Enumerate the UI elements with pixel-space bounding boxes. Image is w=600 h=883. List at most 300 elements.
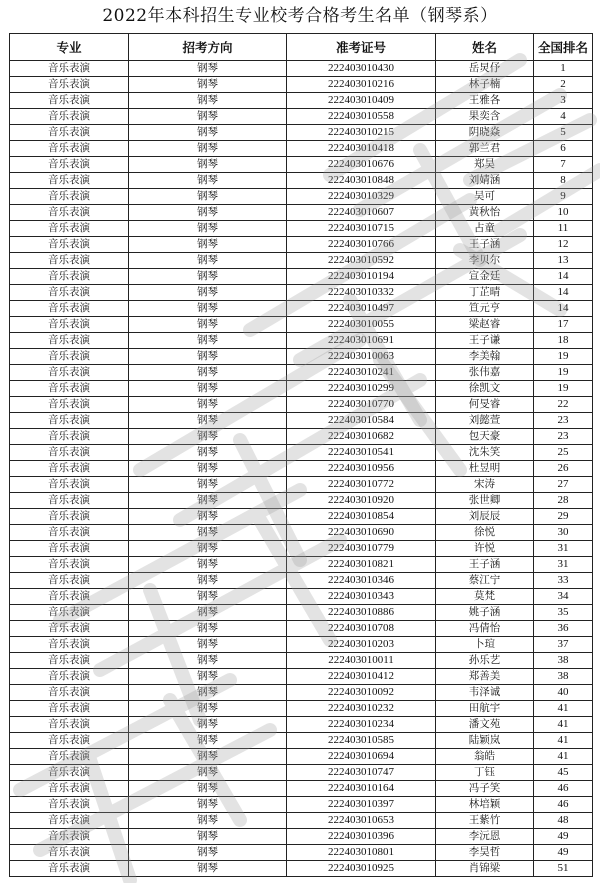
candidate-table [9, 33, 593, 877]
table-row [10, 285, 593, 301]
cell-name: 张世卿 [436, 493, 534, 509]
table-row [10, 253, 593, 269]
cell-direction: 钢琴 [129, 685, 287, 701]
cell-major: 音乐表演 [10, 205, 129, 221]
cell-direction: 钢琴 [129, 157, 287, 173]
cell-name: 翁皓 [436, 749, 534, 765]
cell-exam-id: 222403010925 [287, 861, 436, 877]
cell-major: 音乐表演 [10, 541, 129, 557]
column-header-name: 姓名 [436, 34, 534, 61]
cell-major: 音乐表演 [10, 61, 129, 77]
table-row [10, 541, 593, 557]
cell-name: 张伟嘉 [436, 365, 534, 381]
cell-major: 音乐表演 [10, 349, 129, 365]
cell-name: 占童 [436, 221, 534, 237]
cell-name: 郭兰君 [436, 141, 534, 157]
cell-name: 笪元亨 [436, 301, 534, 317]
cell-major: 音乐表演 [10, 269, 129, 285]
cell-name: 李昊哲 [436, 845, 534, 861]
cell-rank: 38 [534, 669, 593, 685]
cell-major: 音乐表演 [10, 445, 129, 461]
cell-exam-id: 222403010234 [287, 717, 436, 733]
cell-exam-id: 222403010690 [287, 525, 436, 541]
cell-direction: 钢琴 [129, 253, 287, 269]
cell-major: 音乐表演 [10, 829, 129, 845]
cell-rank: 41 [534, 717, 593, 733]
cell-major: 音乐表演 [10, 749, 129, 765]
cell-direction: 钢琴 [129, 77, 287, 93]
cell-rank: 17 [534, 317, 593, 333]
table-row [10, 685, 593, 701]
cell-direction: 钢琴 [129, 829, 287, 845]
table-row [10, 365, 593, 381]
table-row [10, 349, 593, 365]
cell-exam-id: 222403010497 [287, 301, 436, 317]
table-row [10, 733, 593, 749]
cell-rank: 8 [534, 173, 593, 189]
cell-name: 王子涵 [436, 557, 534, 573]
cell-direction: 钢琴 [129, 765, 287, 781]
cell-name: 许悦 [436, 541, 534, 557]
cell-direction: 钢琴 [129, 861, 287, 877]
cell-direction: 钢琴 [129, 557, 287, 573]
cell-rank: 31 [534, 557, 593, 573]
page-title: 2022年本科招生专业校考合格考生名单（钢琴系） [102, 6, 498, 26]
cell-direction: 钢琴 [129, 813, 287, 829]
cell-name: 莫梵 [436, 589, 534, 605]
cell-major: 音乐表演 [10, 93, 129, 109]
cell-exam-id: 222403010592 [287, 253, 436, 269]
cell-name: 杜昱明 [436, 461, 534, 477]
cell-rank: 23 [534, 413, 593, 429]
cell-name: 林培颖 [436, 797, 534, 813]
table-row [10, 141, 593, 157]
cell-direction: 钢琴 [129, 125, 287, 141]
cell-rank: 14 [534, 285, 593, 301]
table-row [10, 509, 593, 525]
cell-exam-id: 222403010801 [287, 845, 436, 861]
cell-major: 音乐表演 [10, 397, 129, 413]
table-row [10, 173, 593, 189]
cell-direction: 钢琴 [129, 797, 287, 813]
cell-major: 音乐表演 [10, 685, 129, 701]
cell-major: 音乐表演 [10, 189, 129, 205]
cell-exam-id: 222403010203 [287, 637, 436, 653]
cell-rank: 29 [534, 509, 593, 525]
table-row [10, 109, 593, 125]
cell-direction: 钢琴 [129, 381, 287, 397]
table-row [10, 525, 593, 541]
table-row [10, 477, 593, 493]
cell-name: 吴可 [436, 189, 534, 205]
cell-rank: 22 [534, 397, 593, 413]
cell-name: 郑善美 [436, 669, 534, 685]
table-row [10, 445, 593, 461]
cell-exam-id: 222403010092 [287, 685, 436, 701]
cell-direction: 钢琴 [129, 509, 287, 525]
cell-rank: 28 [534, 493, 593, 509]
cell-exam-id: 222403010164 [287, 781, 436, 797]
table-row [10, 765, 593, 781]
cell-exam-id: 222403010430 [287, 61, 436, 77]
table-body [10, 61, 593, 877]
table-row [10, 237, 593, 253]
cell-rank: 41 [534, 701, 593, 717]
cell-exam-id: 222403010215 [287, 125, 436, 141]
table-row [10, 317, 593, 333]
cell-rank: 48 [534, 813, 593, 829]
cell-exam-id: 222403010332 [287, 285, 436, 301]
cell-rank: 33 [534, 573, 593, 589]
cell-rank: 1 [534, 61, 593, 77]
table-row [10, 845, 593, 861]
cell-rank: 31 [534, 541, 593, 557]
cell-major: 音乐表演 [10, 493, 129, 509]
table-row [10, 397, 593, 413]
cell-major: 音乐表演 [10, 509, 129, 525]
table-row [10, 461, 593, 477]
cell-major: 音乐表演 [10, 589, 129, 605]
cell-major: 音乐表演 [10, 733, 129, 749]
cell-direction: 钢琴 [129, 173, 287, 189]
cell-name: 冯子笑 [436, 781, 534, 797]
cell-rank: 30 [534, 525, 593, 541]
cell-exam-id: 222403010886 [287, 605, 436, 621]
cell-rank: 11 [534, 221, 593, 237]
cell-direction: 钢琴 [129, 365, 287, 381]
cell-direction: 钢琴 [129, 717, 287, 733]
table-row [10, 605, 593, 621]
cell-direction: 钢琴 [129, 573, 287, 589]
cell-rank: 5 [534, 125, 593, 141]
table-row [10, 557, 593, 573]
cell-major: 音乐表演 [10, 461, 129, 477]
cell-direction: 钢琴 [129, 189, 287, 205]
cell-name: 沈朱笑 [436, 445, 534, 461]
cell-major: 音乐表演 [10, 861, 129, 877]
cell-exam-id: 222403010708 [287, 621, 436, 637]
table-row [10, 813, 593, 829]
cell-name: 田航宇 [436, 701, 534, 717]
cell-direction: 钢琴 [129, 205, 287, 221]
cell-direction: 钢琴 [129, 637, 287, 653]
cell-direction: 钢琴 [129, 845, 287, 861]
cell-exam-id: 222403010055 [287, 317, 436, 333]
cell-major: 音乐表演 [10, 301, 129, 317]
cell-name: 王紫竹 [436, 813, 534, 829]
cell-major: 音乐表演 [10, 637, 129, 653]
cell-major: 音乐表演 [10, 77, 129, 93]
cell-exam-id: 222403010343 [287, 589, 436, 605]
cell-name: 刘辰辰 [436, 509, 534, 525]
cell-major: 音乐表演 [10, 365, 129, 381]
cell-rank: 13 [534, 253, 593, 269]
cell-rank: 2 [534, 77, 593, 93]
cell-name: 阴晓焱 [436, 125, 534, 141]
cell-direction: 钢琴 [129, 589, 287, 605]
cell-exam-id: 222403010956 [287, 461, 436, 477]
cell-rank: 49 [534, 845, 593, 861]
cell-exam-id: 222403010676 [287, 157, 436, 173]
cell-rank: 38 [534, 653, 593, 669]
cell-major: 音乐表演 [10, 109, 129, 125]
cell-name: 陆颖岚 [436, 733, 534, 749]
cell-major: 音乐表演 [10, 605, 129, 621]
cell-rank: 41 [534, 749, 593, 765]
cell-rank: 23 [534, 429, 593, 445]
cell-name: 韦泽诚 [436, 685, 534, 701]
cell-exam-id: 222403010232 [287, 701, 436, 717]
table-row [10, 77, 593, 93]
table-row [10, 381, 593, 397]
cell-exam-id: 222403010653 [287, 813, 436, 829]
cell-name: 林子楠 [436, 77, 534, 93]
table-row [10, 701, 593, 717]
cell-name: 何旻睿 [436, 397, 534, 413]
cell-major: 音乐表演 [10, 621, 129, 637]
table-row [10, 221, 593, 237]
cell-direction: 钢琴 [129, 621, 287, 637]
cell-rank: 9 [534, 189, 593, 205]
cell-rank: 19 [534, 349, 593, 365]
cell-rank: 3 [534, 93, 593, 109]
cell-exam-id: 222403010747 [287, 765, 436, 781]
cell-direction: 钢琴 [129, 429, 287, 445]
cell-name: 冯倩怡 [436, 621, 534, 637]
cell-rank: 14 [534, 301, 593, 317]
cell-rank: 27 [534, 477, 593, 493]
cell-direction: 钢琴 [129, 237, 287, 253]
table-row [10, 829, 593, 845]
cell-name: 蔡江宁 [436, 573, 534, 589]
table-row [10, 653, 593, 669]
table-row [10, 429, 593, 445]
table-row [10, 301, 593, 317]
cell-exam-id: 222403010821 [287, 557, 436, 573]
cell-name: 李贝尔 [436, 253, 534, 269]
table-row [10, 637, 593, 653]
cell-name: 包天豪 [436, 429, 534, 445]
cell-direction: 钢琴 [129, 221, 287, 237]
cell-name: 王雅各 [436, 93, 534, 109]
cell-exam-id: 222403010412 [287, 669, 436, 685]
cell-major: 音乐表演 [10, 381, 129, 397]
cell-direction: 钢琴 [129, 653, 287, 669]
cell-rank: 37 [534, 637, 593, 653]
cell-direction: 钢琴 [129, 397, 287, 413]
cell-rank: 40 [534, 685, 593, 701]
cell-exam-id: 222403010418 [287, 141, 436, 157]
table-row [10, 61, 593, 77]
cell-rank: 19 [534, 365, 593, 381]
cell-major: 音乐表演 [10, 525, 129, 541]
cell-major: 音乐表演 [10, 317, 129, 333]
cell-rank: 46 [534, 797, 593, 813]
table-header [10, 34, 593, 61]
cell-direction: 钢琴 [129, 269, 287, 285]
cell-rank: 12 [534, 237, 593, 253]
cell-direction: 钢琴 [129, 669, 287, 685]
cell-major: 音乐表演 [10, 573, 129, 589]
cell-major: 音乐表演 [10, 253, 129, 269]
cell-direction: 钢琴 [129, 61, 287, 77]
cell-rank: 51 [534, 861, 593, 877]
table-row [10, 781, 593, 797]
cell-rank: 41 [534, 733, 593, 749]
cell-name: 丁芷晴 [436, 285, 534, 301]
cell-rank: 35 [534, 605, 593, 621]
cell-direction: 钢琴 [129, 733, 287, 749]
cell-name: 果奕含 [436, 109, 534, 125]
cell-name: 卜瑄 [436, 637, 534, 653]
cell-exam-id: 222403010779 [287, 541, 436, 557]
cell-exam-id: 222403010694 [287, 749, 436, 765]
cell-major: 音乐表演 [10, 157, 129, 173]
table-row [10, 621, 593, 637]
cell-rank: 6 [534, 141, 593, 157]
cell-name: 李美翰 [436, 349, 534, 365]
cell-major: 音乐表演 [10, 237, 129, 253]
cell-major: 音乐表演 [10, 717, 129, 733]
table-row [10, 717, 593, 733]
cell-name: 刘婧涵 [436, 173, 534, 189]
table-row [10, 589, 593, 605]
cell-rank: 19 [534, 381, 593, 397]
cell-exam-id: 222403010770 [287, 397, 436, 413]
table-row [10, 93, 593, 109]
cell-direction: 钢琴 [129, 109, 287, 125]
cell-direction: 钢琴 [129, 445, 287, 461]
table-row [10, 573, 593, 589]
cell-direction: 钢琴 [129, 413, 287, 429]
cell-name: 孙乐艺 [436, 653, 534, 669]
cell-exam-id: 222403010397 [287, 797, 436, 813]
cell-direction: 钢琴 [129, 93, 287, 109]
cell-direction: 钢琴 [129, 525, 287, 541]
cell-name: 徐悦 [436, 525, 534, 541]
cell-name: 丁钰 [436, 765, 534, 781]
cell-direction: 钢琴 [129, 317, 287, 333]
cell-major: 音乐表演 [10, 173, 129, 189]
cell-direction: 钢琴 [129, 349, 287, 365]
column-header-major: 专业 [10, 34, 129, 61]
cell-exam-id: 222403010241 [287, 365, 436, 381]
table-row [10, 189, 593, 205]
table-row [10, 205, 593, 221]
cell-direction: 钢琴 [129, 333, 287, 349]
cell-major: 音乐表演 [10, 333, 129, 349]
cell-name: 徐凯文 [436, 381, 534, 397]
cell-exam-id: 222403010409 [287, 93, 436, 109]
cell-direction: 钢琴 [129, 701, 287, 717]
cell-exam-id: 222403010396 [287, 829, 436, 845]
cell-major: 音乐表演 [10, 477, 129, 493]
cell-rank: 34 [534, 589, 593, 605]
cell-exam-id: 222403010691 [287, 333, 436, 349]
column-header-rank: 全国排名 [534, 34, 593, 61]
cell-rank: 7 [534, 157, 593, 173]
cell-major: 音乐表演 [10, 797, 129, 813]
cell-exam-id: 222403010558 [287, 109, 436, 125]
cell-exam-id: 222403010011 [287, 653, 436, 669]
cell-name: 黄秋怡 [436, 205, 534, 221]
cell-exam-id: 222403010585 [287, 733, 436, 749]
cell-direction: 钢琴 [129, 749, 287, 765]
header-row [10, 34, 593, 61]
cell-major: 音乐表演 [10, 813, 129, 829]
cell-rank: 14 [534, 269, 593, 285]
table-row [10, 861, 593, 877]
table-row [10, 749, 593, 765]
cell-name: 肖锦梁 [436, 861, 534, 877]
cell-name: 宋涛 [436, 477, 534, 493]
cell-rank: 4 [534, 109, 593, 125]
cell-name: 郑昊 [436, 157, 534, 173]
cell-name: 王子涵 [436, 237, 534, 253]
cell-direction: 钢琴 [129, 605, 287, 621]
cell-exam-id: 222403010299 [287, 381, 436, 397]
cell-name: 梁赵睿 [436, 317, 534, 333]
cell-major: 音乐表演 [10, 285, 129, 301]
table-row [10, 269, 593, 285]
cell-exam-id: 222403010715 [287, 221, 436, 237]
cell-exam-id: 222403010854 [287, 509, 436, 525]
cell-major: 音乐表演 [10, 845, 129, 861]
table-row [10, 333, 593, 349]
cell-exam-id: 222403010584 [287, 413, 436, 429]
table-row [10, 797, 593, 813]
cell-exam-id: 222403010346 [287, 573, 436, 589]
cell-rank: 45 [534, 765, 593, 781]
cell-major: 音乐表演 [10, 221, 129, 237]
cell-rank: 46 [534, 781, 593, 797]
cell-name: 王子谦 [436, 333, 534, 349]
cell-direction: 钢琴 [129, 477, 287, 493]
cell-major: 音乐表演 [10, 669, 129, 685]
cell-exam-id: 222403010216 [287, 77, 436, 93]
cell-exam-id: 222403010920 [287, 493, 436, 509]
cell-major: 音乐表演 [10, 701, 129, 717]
cell-exam-id: 222403010848 [287, 173, 436, 189]
cell-exam-id: 222403010607 [287, 205, 436, 221]
cell-major: 音乐表演 [10, 653, 129, 669]
cell-exam-id: 222403010194 [287, 269, 436, 285]
cell-major: 音乐表演 [10, 413, 129, 429]
table-row [10, 125, 593, 141]
cell-direction: 钢琴 [129, 141, 287, 157]
cell-major: 音乐表演 [10, 141, 129, 157]
cell-major: 音乐表演 [10, 765, 129, 781]
cell-name: 刘懿萱 [436, 413, 534, 429]
cell-exam-id: 222403010766 [287, 237, 436, 253]
cell-name: 宣金廷 [436, 269, 534, 285]
table-row [10, 413, 593, 429]
cell-rank: 10 [534, 205, 593, 221]
cell-exam-id: 222403010772 [287, 477, 436, 493]
cell-name: 潘文苑 [436, 717, 534, 733]
cell-rank: 25 [534, 445, 593, 461]
cell-name: 李沅恩 [436, 829, 534, 845]
cell-exam-id: 222403010682 [287, 429, 436, 445]
cell-name: 姚子涵 [436, 605, 534, 621]
cell-major: 音乐表演 [10, 557, 129, 573]
cell-direction: 钢琴 [129, 781, 287, 797]
cell-rank: 36 [534, 621, 593, 637]
cell-direction: 钢琴 [129, 541, 287, 557]
cell-major: 音乐表演 [10, 429, 129, 445]
table-row [10, 669, 593, 685]
cell-rank: 18 [534, 333, 593, 349]
